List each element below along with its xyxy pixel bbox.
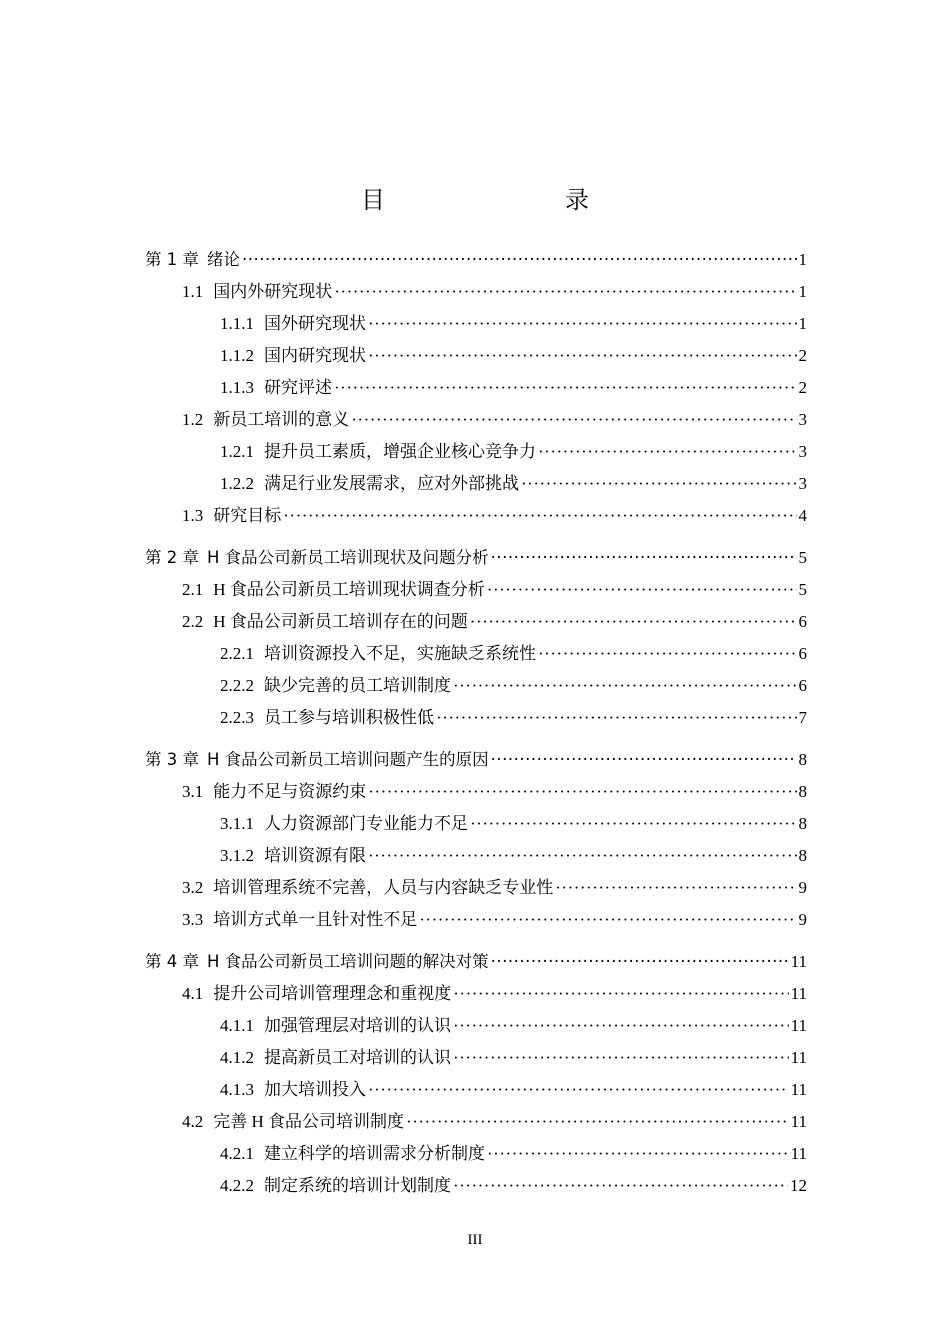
toc-chapter-entry[interactable] <box>145 946 807 978</box>
toc-section-entry[interactable] <box>220 468 807 500</box>
toc-leader-dots <box>368 1074 789 1106</box>
toc-entry-number: 1.2.1 <box>220 442 254 461</box>
toc-leader-dots <box>491 542 797 574</box>
toc-entry-title: 加强管理层对培训的认识 <box>264 1016 451 1035</box>
toc-entry-page: 8 <box>798 846 807 865</box>
toc-entry-title: 培训资源投入不足，实施缺乏系统性 <box>264 644 536 663</box>
toc-leader-dots <box>453 1170 788 1202</box>
toc-leader-dots <box>283 500 796 532</box>
toc-section-entry[interactable] <box>220 1138 807 1170</box>
toc-entry-page: 4 <box>798 506 807 525</box>
toc-entry-title: 研究评述 <box>264 378 332 397</box>
toc-entry-page: 8 <box>798 782 807 801</box>
toc-section-entry[interactable] <box>182 1106 807 1138</box>
toc-entry-title: H 食品公司新员工培训现状及问题分析 <box>207 548 489 567</box>
toc-leader-dots <box>242 244 797 276</box>
toc-entry-page: 1 <box>798 250 807 269</box>
toc-entry-page: 1 <box>798 314 807 333</box>
toc-entry-number: 2.2 <box>182 612 204 631</box>
toc-entry-page: 5 <box>798 548 807 567</box>
toc-entry-title: 员工参与培训积极性低 <box>264 708 434 727</box>
toc-leader-dots <box>538 638 797 670</box>
toc-entry-title: 加大培训投入 <box>264 1080 366 1099</box>
toc-section-entry[interactable] <box>182 904 807 936</box>
toc-section-entry[interactable] <box>220 1170 807 1202</box>
toc-entry-page: 3 <box>798 474 807 493</box>
toc-entry-page: 11 <box>790 952 807 971</box>
toc-entry-title: 制定系统的培训计划制度 <box>264 1176 451 1195</box>
toc-entry-page: 11 <box>790 984 807 1003</box>
toc-entry-title: 提高新员工对培训的认识 <box>264 1048 451 1067</box>
toc-entry-title: 国内外研究现状 <box>213 282 333 301</box>
toc-leader-dots <box>453 1010 789 1042</box>
toc-entry-number: 2.2.3 <box>220 708 254 727</box>
toc-section-entry[interactable] <box>182 500 807 532</box>
toc-entry-title: 培训管理系统不完善，人员与内容缺乏专业性 <box>213 878 554 897</box>
toc-entry-number: 3.3 <box>182 910 204 929</box>
toc-leader-dots <box>538 436 797 468</box>
toc-leader-dots <box>470 808 797 840</box>
toc-section-entry[interactable] <box>220 638 807 670</box>
toc-entry-number: 4.1.2 <box>220 1048 254 1067</box>
toc-entry-page: 7 <box>798 708 807 727</box>
toc-entry-page: 11 <box>790 1080 807 1099</box>
toc-section-entry[interactable] <box>182 978 807 1010</box>
toc-entry-title: 满足行业发展需求，应对外部挑战 <box>264 474 519 493</box>
toc-leader-dots <box>334 372 797 404</box>
toc-leader-dots <box>368 308 797 340</box>
toc-entry-number: 2.1 <box>182 580 204 599</box>
toc-entry-page: 11 <box>790 1144 807 1163</box>
toc-section-entry[interactable] <box>182 776 807 808</box>
toc-entry-page: 11 <box>790 1112 807 1131</box>
toc-entry-number: 1.2.2 <box>220 474 254 493</box>
toc-entry-title: 建立科学的培训需求分析制度 <box>264 1144 485 1163</box>
toc-section-entry[interactable] <box>220 702 807 734</box>
toc-entry-number: 1.1.2 <box>220 346 254 365</box>
toc-leader-dots <box>453 670 797 702</box>
toc-section-entry[interactable] <box>182 276 807 308</box>
toc-entry-page: 6 <box>798 676 807 695</box>
toc-entry-page: 6 <box>798 644 807 663</box>
toc-section-entry[interactable] <box>220 1010 807 1042</box>
toc-entry-title: 绪论 <box>207 250 240 269</box>
toc-entry-number: 4.2.1 <box>220 1144 254 1163</box>
toc-chapter-entry[interactable] <box>145 542 807 574</box>
toc-entry-page: 11 <box>790 1016 807 1035</box>
toc-section-entry[interactable] <box>220 670 807 702</box>
toc-entry-page: 9 <box>798 878 807 897</box>
toc-section-entry[interactable] <box>220 340 807 372</box>
toc-section-entry[interactable] <box>182 606 807 638</box>
toc-leader-dots <box>368 776 796 808</box>
toc-entry-number: 第 3 章 <box>145 750 199 769</box>
toc-entry-number: 4.1.1 <box>220 1016 254 1035</box>
toc-leader-dots <box>406 1106 789 1138</box>
toc-entry-number: 第 2 章 <box>145 548 199 567</box>
toc-chapter-entry[interactable] <box>145 744 807 776</box>
toc-entry-number: 2.2.1 <box>220 644 254 663</box>
toc-entry-page: 6 <box>798 612 807 631</box>
toc-entry-title: 新员工培训的意义 <box>213 410 350 429</box>
toc-entry-title: H 食品公司新员工培训问题产生的原因 <box>207 750 489 769</box>
toc-entry-number: 第 1 章 <box>145 250 199 269</box>
toc-title: 目 录 <box>361 186 633 214</box>
toc-entry-title: 提升公司培训管理理念和重视度 <box>213 984 452 1003</box>
toc-entry-number: 3.1 <box>182 782 204 801</box>
toc-entry-page: 8 <box>798 814 807 833</box>
toc-entry-title: 缺少完善的员工培训制度 <box>264 676 451 695</box>
toc-entry-page: 2 <box>798 378 807 397</box>
toc-entry-number: 4.2 <box>182 1112 204 1131</box>
toc-leader-dots <box>491 946 789 978</box>
toc-leader-dots <box>368 340 797 372</box>
toc-section-entry[interactable] <box>220 372 807 404</box>
toc-section-entry[interactable] <box>220 1042 807 1074</box>
toc-section-entry[interactable] <box>220 840 807 872</box>
toc-entry-page: 12 <box>790 1176 807 1195</box>
toc-section-entry[interactable] <box>182 872 807 904</box>
toc-entry-page: 3 <box>798 442 807 461</box>
toc-leader-dots <box>521 468 797 500</box>
toc-leader-dots <box>453 1042 789 1074</box>
toc-leader-dots <box>436 702 797 734</box>
toc-leader-dots <box>419 904 796 936</box>
page-number: III <box>467 1232 483 1248</box>
toc-entry-number: 1.1.3 <box>220 378 254 397</box>
toc-entry-number: 4.1.3 <box>220 1080 254 1099</box>
toc-entry-page: 8 <box>798 750 807 769</box>
toc-entry-number: 2.2.2 <box>220 676 254 695</box>
toc-entry-page: 3 <box>798 410 807 429</box>
toc-leader-dots <box>453 978 788 1010</box>
toc-entry-number: 4.2.2 <box>220 1176 254 1195</box>
toc-entry-title: 完善 H 食品公司培训制度 <box>213 1112 405 1131</box>
toc-leader-dots <box>470 606 797 638</box>
toc-entry-page: 2 <box>798 346 807 365</box>
toc-entry-page: 11 <box>790 1048 807 1067</box>
toc-entry-number: 3.2 <box>182 878 204 897</box>
toc-leader-dots <box>487 574 797 606</box>
toc-entry-number: 1.2 <box>182 410 204 429</box>
toc-section-entry[interactable] <box>182 404 807 436</box>
toc-entry-number: 4.1 <box>182 984 204 1003</box>
toc-entry-title: 研究目标 <box>213 506 282 525</box>
toc-leader-dots <box>555 872 796 904</box>
toc-entry-page: 9 <box>798 910 807 929</box>
toc-entry-title: 培训资源有限 <box>264 846 366 865</box>
toc-entry-number: 1.1 <box>182 282 204 301</box>
toc-section-entry[interactable] <box>220 308 807 340</box>
toc-entry-page: 5 <box>798 580 807 599</box>
toc-chapter-entry[interactable] <box>145 244 807 276</box>
toc-entry-number: 第 4 章 <box>145 952 199 971</box>
toc-entry-title: 国内研究现状 <box>264 346 366 365</box>
toc-leader-dots <box>491 744 797 776</box>
toc-entry-number: 3.1.1 <box>220 814 254 833</box>
toc-leader-dots <box>487 1138 789 1170</box>
toc-entry-number: 1.1.1 <box>220 314 254 333</box>
toc-entry-title: 国外研究现状 <box>264 314 366 333</box>
toc-entry-title: H 食品公司新员工培训问题的解决对策 <box>207 952 489 971</box>
toc-entry-title: 提升员工素质，增强企业核心竞争力 <box>264 442 536 461</box>
toc-leader-dots <box>368 840 797 872</box>
toc-entry-title: 人力资源部门专业能力不足 <box>264 814 468 833</box>
toc-entry-number: 3.1.2 <box>220 846 254 865</box>
toc-entry-title: 能力不足与资源约束 <box>213 782 367 801</box>
toc-entry-title: 培训方式单一且针对性不足 <box>213 910 418 929</box>
toc-section-entry[interactable] <box>220 436 807 468</box>
toc-section-entry[interactable] <box>220 808 807 840</box>
toc-entry-title: H 食品公司新员工培训现状调查分析 <box>213 580 485 599</box>
toc-leader-dots <box>351 404 796 436</box>
toc-entry-number: 1.3 <box>182 506 204 525</box>
toc-section-entry[interactable] <box>220 1074 807 1106</box>
toc-section-entry[interactable] <box>182 574 807 606</box>
toc-entry-title: H 食品公司新员工培训存在的问题 <box>213 612 468 631</box>
toc-leader-dots <box>334 276 796 308</box>
toc-entry-page: 1 <box>798 282 807 301</box>
